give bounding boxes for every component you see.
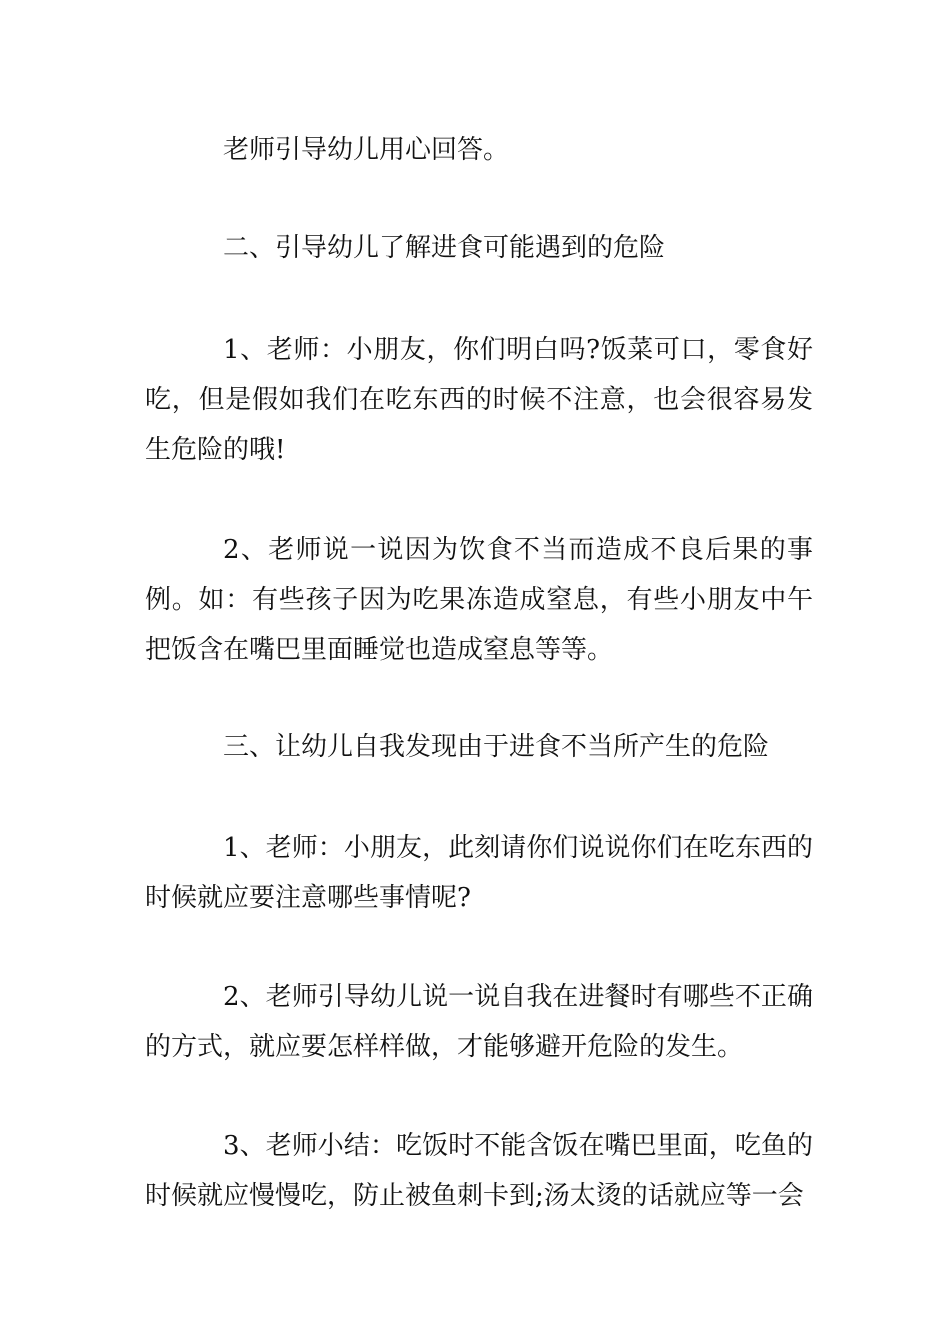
paragraph-teacher-question: 1、老师：小朋友，你们明白吗?饭菜可口，零食好吃，但是假如我们在吃东西的时候不注意，也会很容易发生危险的哦! [145, 335, 813, 465]
section-heading-2: 二、引导幼儿了解进食可能遇到的危险 [223, 233, 666, 263]
paragraph-examples: 2、老师说一说因为饮食不当而造成不良后果的事例。如：有些孩子因为吃果冻造成窒息，有些小朋友中午把饭含在嘴巴里面睡觉也造成窒息等等。 [145, 535, 813, 665]
paragraph-guide-answer: 老师引导幼儿用心回答。 [223, 135, 510, 165]
paragraph-guide-discuss: 2、老师引导幼儿说一说自我在进餐时有哪些不正确的方式，就应要怎样样做，才能够避开危险的发生。 [145, 982, 813, 1062]
paragraph-summary: 3、老师小结：吃饭时不能含饭在嘴巴里面，吃鱼的时候就应慢慢吃，防止被鱼刺卡到;汤太烫的话就应等一会 [145, 1131, 813, 1211]
paragraph-teacher-ask: 1、老师：小朋友，此刻请你们说说你们在吃东西的时候就应要注意哪些事情呢? [145, 833, 813, 913]
section-heading-3: 三、让幼儿自我发现由于进食不当所产生的危险 [223, 732, 770, 762]
